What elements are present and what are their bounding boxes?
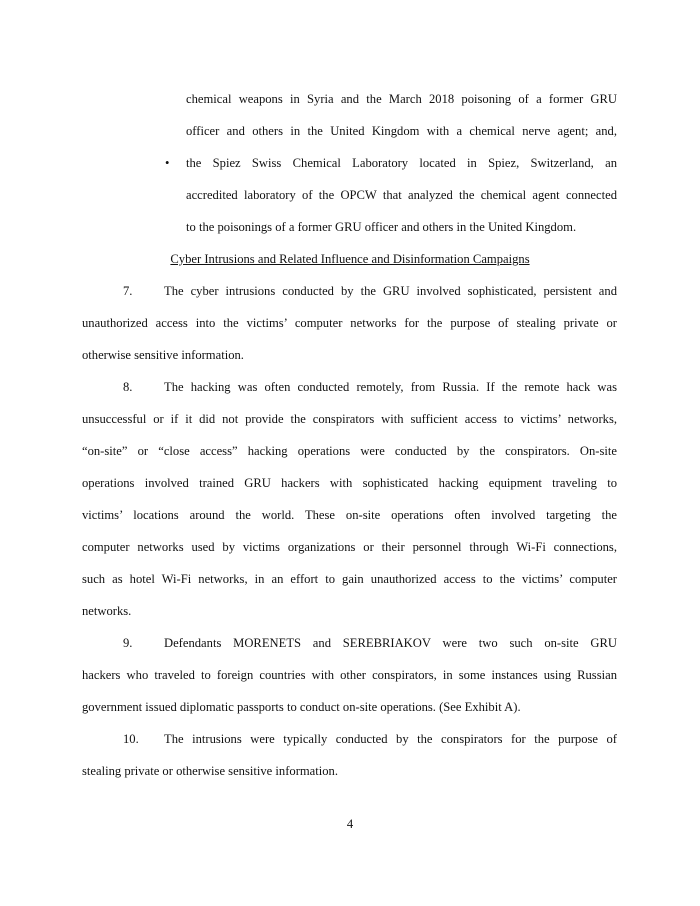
- paragraph-line: operations involved trained GRU hackers with sophisticated hacking equipment traveling to: [82, 476, 617, 490]
- bullet-item-line: to the poisonings of a former GRU officer and others in the United Kingdom.: [186, 220, 577, 234]
- paragraph-line: unsuccessful or if it did not provide the conspirators with sufficient access to victims’ networks,: [82, 412, 617, 426]
- paragraph-line: networks.: [82, 604, 132, 618]
- paragraph-line: otherwise sensitive information.: [82, 348, 244, 362]
- bullet-item-line: accredited laboratory of the OPCW that analyzed the chemical agent connected: [186, 188, 617, 202]
- paragraph-line: computer networks used by victims organizations or their personnel through Wi-Fi connections,: [82, 540, 617, 554]
- paragraph-line: stealing private or otherwise sensitive information.: [82, 764, 339, 778]
- paragraph-line: victims’ locations around the world. These on-site operations often involved targeting the: [82, 508, 617, 522]
- paragraph-number: 8.: [123, 380, 133, 394]
- paragraph-number: 9.: [123, 636, 133, 650]
- bullet-icon: •: [165, 156, 170, 170]
- page-number: 4: [346, 817, 354, 831]
- paragraph-line: The cyber intrusions conducted by the GRU involved sophisticated, persistent and: [164, 284, 617, 298]
- paragraph-number: 10.: [123, 732, 139, 746]
- bullet-item-line: the Spiez Swiss Chemical Laboratory located in Spiez, Switzerland, an: [186, 156, 617, 170]
- bullet-continuation-line: chemical weapons in Syria and the March 2018 poisoning of a former GRU: [186, 92, 617, 106]
- paragraph-line: The hacking was often conducted remotely, from Russia. If the remote hack was: [164, 380, 617, 394]
- paragraph-line: unauthorized access into the victims’ computer networks for the purpose of stealing private or: [82, 316, 617, 330]
- bullet-continuation-line: officer and others in the United Kingdom with a chemical nerve agent; and,: [186, 124, 617, 138]
- paragraph-line: The intrusions were typically conducted by the conspirators for the purpose of: [164, 732, 617, 746]
- paragraph-line: hackers who traveled to foreign countries with other conspirators, in some instances using Russian: [82, 668, 617, 682]
- paragraph-line: such as hotel Wi-Fi networks, in an effort to gain unauthorized access to the victims’ computer: [82, 572, 617, 586]
- paragraph-line: government issued diplomatic passports to conduct on-site operations. (See Exhibit A).: [82, 700, 521, 714]
- section-heading-text: Cyber Intrusions and Related Influence and Disinformation Campaigns: [170, 252, 530, 266]
- section-heading: [0, 251, 700, 267]
- paragraph-line: Defendants MORENETS and SEREBRIAKOV were two such on-site GRU: [164, 636, 617, 650]
- paragraph-line: “on-site” or “close access” hacking operations were conducted by the conspirators. On-site: [82, 444, 617, 458]
- paragraph-number: 7.: [123, 284, 133, 298]
